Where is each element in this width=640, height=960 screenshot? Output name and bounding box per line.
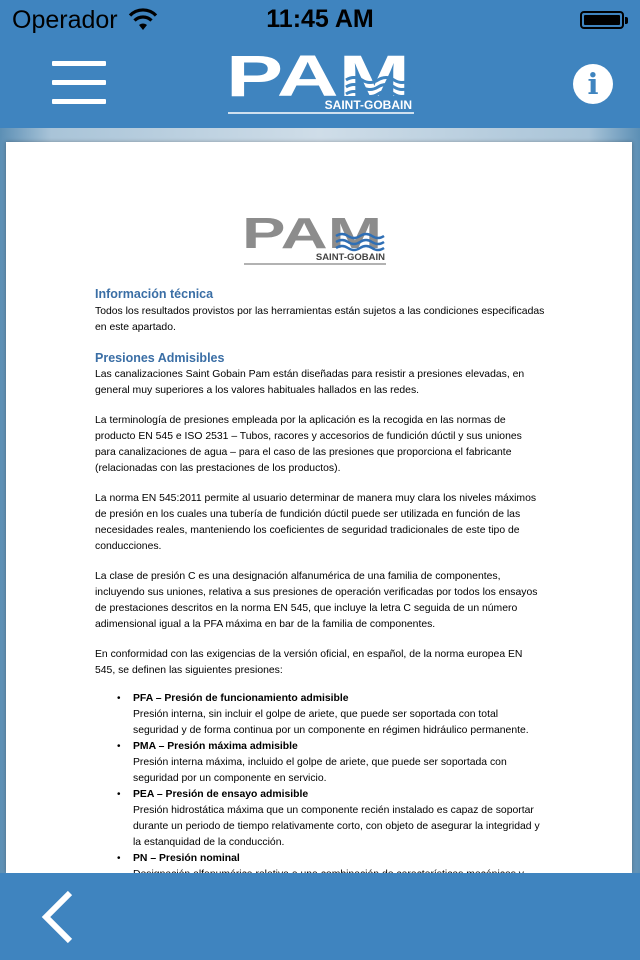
document-logo-subtext: SAINT-GOBAIN bbox=[315, 252, 385, 263]
definition-text: Presión interna, sin incluir el golpe de ariete, que puede ser soportada con total seguridad y de forma continua por un componente en régimen hidráulico permanente. bbox=[133, 709, 529, 736]
definition-term: PEA – Presión de ensayo admisible bbox=[133, 789, 309, 800]
pressure-definitions-list bbox=[95, 691, 545, 883]
bottom-toolbar bbox=[0, 873, 640, 960]
paragraph: En conformidad con las exigencias de la versión oficial, en español, de la norma europea EN 545, se definen las siguientes presiones: bbox=[95, 649, 523, 676]
paragraph: Las canalizaciones Saint Gobain Pam están diseñadas para resistir a presiones elevadas, en general muy superiores a los valores habituales hallados en las redes. bbox=[95, 369, 525, 396]
info-button[interactable] bbox=[573, 64, 613, 104]
logo-subtext: SAINT-GOBAIN bbox=[324, 98, 412, 112]
logo-text: PAM bbox=[226, 44, 410, 109]
status-bar bbox=[0, 0, 640, 40]
document-pam-logo bbox=[242, 209, 388, 266]
pressures-heading: Presiones Admisibles bbox=[95, 351, 225, 365]
menu-button[interactable] bbox=[52, 58, 108, 110]
bullet: • bbox=[117, 853, 121, 864]
list-item bbox=[95, 691, 545, 739]
bullet: • bbox=[117, 789, 121, 800]
list-item bbox=[95, 739, 545, 787]
paragraph: La terminología de presiones empleada por la aplicación es la recogida en las normas de producto EN 545 e ISO 2531 – Tubos, racores y accesorios de fundición dúctil y sus uniones para canalizaciones de agua – para el caso de las presiones que proporciona el fabricante (relacionadas con las prestaciones de los productos). bbox=[95, 415, 522, 474]
definition-term: PMA – Presión máxima admisible bbox=[133, 741, 298, 752]
document-body bbox=[95, 286, 545, 883]
paragraph: La norma EN 545:2011 permite al usuario determinar de manera muy clara los niveles máximos de presión en los cuales una tubería de fundición dúctil puede ser utilizada en función de las necesidades reales, manteniendo los coeficientes de seguridad tradicionales de este tipo de conducciones. bbox=[95, 493, 537, 552]
hamburger-icon-line bbox=[52, 80, 106, 85]
definition-text: Presión hidrostática máxima que un componente recién instalado es capaz de soportar durante un periodo de tiempo relativamente corto, con objeto de asegurar la integridad y la estanquidad de la conducción. bbox=[133, 805, 540, 848]
bullet: • bbox=[117, 693, 121, 704]
info-paragraph: Todos los resultados provistos por las herramientas están sujetos a las condiciones especificadas en este apartado. bbox=[95, 306, 545, 333]
definition-term: PFA – Presión de funcionamiento admisible bbox=[133, 693, 349, 704]
list-item bbox=[95, 787, 545, 851]
pam-logo bbox=[226, 44, 416, 116]
info-icon: i bbox=[587, 67, 599, 101]
definition-term: PN – Presión nominal bbox=[133, 853, 240, 864]
hamburger-icon-line bbox=[52, 61, 106, 66]
paragraph: La clase de presión C es una designación alfanumérica de una familia de componentes, incluyendo sus uniones, relativa a sus presiones de operación verificadas por todos los ensayos de prestaciones descritos en la norma EN 545, que incluye la letra C seguida de un número adimensional igual a la PFA máxima en bar de la familia de componentes. bbox=[95, 571, 538, 630]
document-viewer[interactable] bbox=[6, 142, 632, 873]
carrier-label: Operador bbox=[12, 6, 118, 34]
document-logo-text: PAM bbox=[242, 209, 382, 258]
definition-text: Presión interna máxima, incluido el golpe de ariete, que puede ser soportada con seguridad por un componente en servicio. bbox=[133, 757, 507, 784]
hamburger-icon-line bbox=[52, 99, 106, 104]
bullet: • bbox=[117, 741, 121, 752]
clock: 11:45 AM bbox=[266, 5, 374, 33]
battery-icon bbox=[580, 11, 624, 29]
info-heading: Información técnica bbox=[95, 287, 214, 301]
navigation-bar bbox=[0, 40, 640, 128]
chevron-left-icon bbox=[36, 887, 86, 947]
back-button[interactable] bbox=[36, 887, 86, 947]
